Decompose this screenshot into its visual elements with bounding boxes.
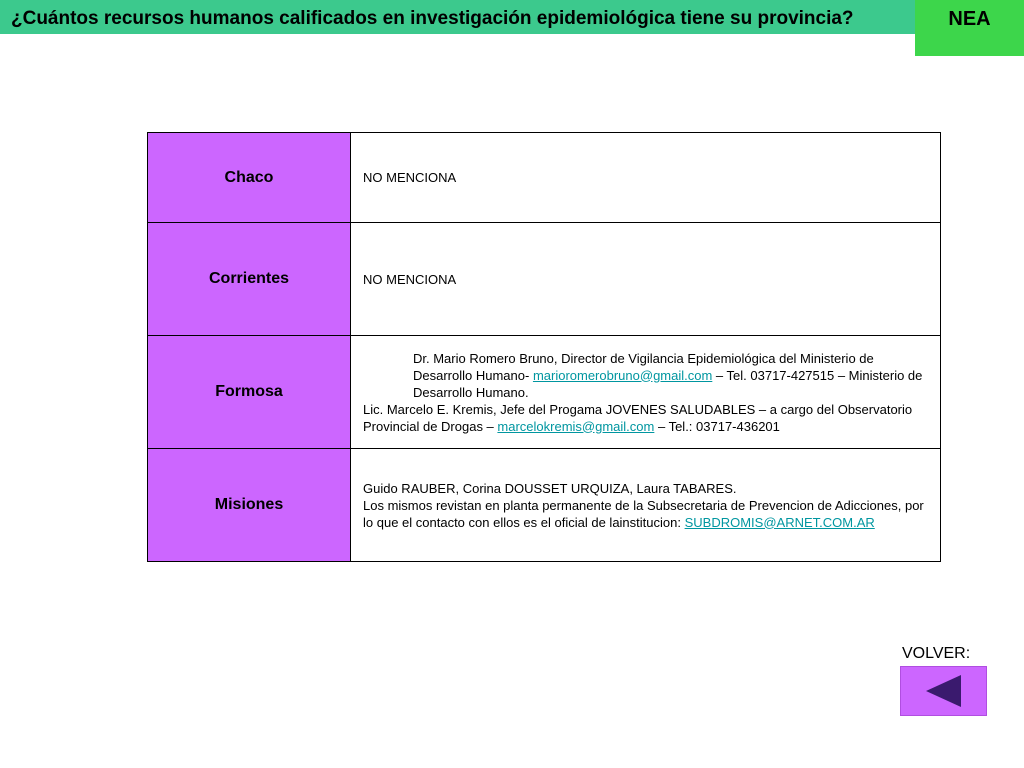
table-row — [148, 336, 941, 449]
formosa-contact-2 — [363, 402, 912, 434]
info-cell-formosa — [351, 336, 941, 449]
province-cell-corrientes: Corrientes — [148, 223, 351, 336]
formosa-contact-1-text: Dr. Mario Romero Bruno, Director de Vigilancia Epidemiológica del Ministerio de Desarrollo Humano- — [413, 350, 874, 383]
title-bar — [0, 0, 915, 34]
back-label: VOLVER: — [902, 645, 971, 662]
table-row — [148, 133, 941, 223]
province-cell-misiones: Misiones — [148, 449, 351, 562]
region-label: NEA — [948, 8, 991, 30]
email-link[interactable]: SUBDROMIS@ARNET.COM.AR — [684, 514, 875, 530]
misiones-description: Los mismos revistan en planta permanente de la Subsecretaria de Prevencion de Adicciones, por lo que el contacto con ellos es el oficial de lainstitucion: — [363, 497, 924, 530]
info-cell-chaco: NO MENCIONA — [351, 133, 941, 223]
formosa-contact-1-phone: – Tel. 03717-427515 – Ministerio de Desarrollo Humano. — [413, 367, 923, 400]
page-title: ¿Cuántos recursos humanos calificados en investigación epidemiológica tiene su provincia? — [11, 8, 854, 29]
table-row — [148, 449, 941, 562]
region-badge — [915, 0, 1024, 56]
formosa-contact-2-text: Lic. Marcelo E. Kremis, Jefe del Progama JOVENES SALUDABLES – a cargo del Observatorio Provincial de Drogas – — [363, 401, 913, 434]
info-cell-corrientes: NO MENCIONA — [351, 223, 941, 336]
left-triangle-icon — [925, 674, 963, 708]
email-link[interactable]: marcelokremis@gmail.com — [497, 418, 655, 434]
formosa-contact-2-phone: – Tel.: 03717-436201 — [654, 418, 780, 434]
provinces-table — [147, 132, 941, 562]
info-cell-misiones — [351, 449, 941, 562]
formosa-contact-1 — [363, 350, 928, 401]
misiones-names: Guido RAUBER, Corina DOUSSET URQUIZA, Laura TABARES. — [363, 480, 737, 496]
province-cell-formosa: Formosa — [148, 336, 351, 449]
back-button[interactable] — [900, 666, 987, 716]
email-link[interactable]: marioromerobruno@gmail.com — [532, 367, 713, 383]
table-row — [148, 223, 941, 336]
province-cell-chaco: Chaco — [148, 133, 351, 223]
